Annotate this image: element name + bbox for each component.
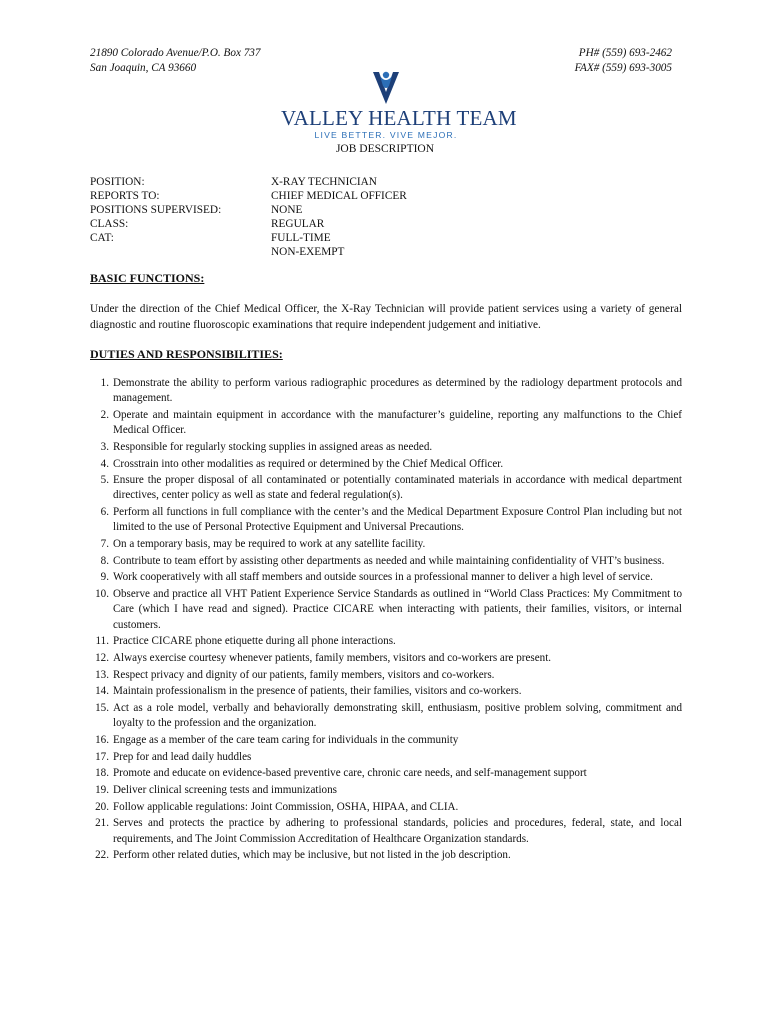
duty-item (90, 440, 682, 455)
duty-item (90, 701, 682, 731)
duty-number: 20. (95, 800, 109, 813)
duty-item (90, 733, 682, 748)
duty-text: Respect privacy and dignity of our patients, family members, visitors and co-workers. (113, 668, 495, 681)
label-cat: CAT: (90, 232, 114, 244)
duty-number: 15. (95, 702, 109, 715)
duty-text: Engage as a member of the care team caring for individuals in the community (113, 733, 459, 746)
duty-item (90, 651, 682, 666)
duty-item (90, 473, 682, 503)
duty-item (90, 634, 682, 649)
label-reports-to: REPORTS TO: (90, 190, 160, 202)
duty-number: 4. (100, 457, 109, 470)
label-position: POSITION: (90, 176, 145, 188)
duty-text: Contribute to team effort by assisting other departments as needed and while maintaining confidentiality of VHT’s business. (113, 554, 665, 567)
address-city: San Joaquin, CA 93660 (90, 61, 197, 74)
duty-text: Observe and practice all VHT Patient Experience Service Standards as outlined in “World Class Practices: My Commitment to Care (which I have read and signed). Practice CICARE when interacting with patients, their families, visitors, or internal customers. (113, 588, 682, 631)
duty-number: 6. (100, 506, 109, 519)
duties-heading: DUTIES AND RESPONSIBILITIES: (90, 347, 283, 361)
duty-item (90, 457, 682, 472)
duty-number: 5. (100, 474, 109, 487)
duty-item (90, 783, 682, 798)
duty-item (90, 684, 682, 699)
duty-number: 16. (95, 733, 109, 746)
duty-text: Prep for and lead daily huddles (113, 750, 252, 763)
vht-emblem-icon (371, 70, 401, 106)
duty-text: On a temporary basis, may be required to work at any satellite facility. (113, 538, 426, 551)
info-values (271, 175, 407, 259)
address-street: 21890 Colorado Avenue/P.O. Box 737 (90, 47, 261, 59)
basic-functions-heading: BASIC FUNCTIONS: (90, 271, 205, 285)
value-exemption: NON-EXEMPT (271, 246, 345, 258)
duty-text: Maintain professionalism in the presence of patients, their families, visitors and co-workers. (113, 685, 522, 698)
duty-number: 13. (95, 668, 109, 681)
duty-text: Follow applicable regulations: Joint Commission, OSHA, HIPAA, and CLIA. (113, 800, 459, 813)
duty-text: Always exercise courtesy whenever patients, family members, visitors and co-workers are present. (113, 651, 552, 664)
label-positions-supervised: POSITIONS SUPERVISED: (90, 204, 222, 216)
duty-number: 1. (100, 377, 109, 389)
duty-number: 21. (95, 817, 109, 830)
phone-number: PH# (559) 693-2462 (578, 47, 672, 59)
duty-number: 9. (100, 571, 109, 584)
info-labels (90, 175, 221, 245)
duty-text: Demonstrate the ability to perform various radiographic procedures as determined by the radiology department protocols and management. (113, 377, 682, 405)
duty-number: 3. (100, 440, 109, 453)
value-position: X-RAY TECHNICIAN (271, 176, 377, 188)
duty-item (90, 800, 682, 815)
fax-number: FAX# (559) 693-3005 (574, 61, 672, 74)
duty-number: 17. (95, 750, 109, 763)
duty-number: 12. (95, 651, 109, 664)
logo-tagline: LIVE BETTER. VIVE MEJOR. (314, 130, 458, 140)
duty-item (90, 554, 682, 569)
duty-number: 7. (100, 538, 109, 551)
duty-text: Crosstrain into other modalities as required or determined by the Chief Medical Officer. (113, 457, 504, 470)
duty-number: 8. (100, 554, 109, 567)
duty-text: Promote and educate on evidence-based preventive care, chronic care needs, and self-management support (113, 767, 587, 780)
duty-item (90, 537, 682, 552)
duty-number: 22. (95, 849, 109, 862)
duty-text: Perform other related duties, which may be inclusive, but not listed in the job description. (113, 849, 511, 862)
logo-name: VALLEY HEALTH TEAM (281, 106, 517, 130)
duty-number: 19. (95, 784, 109, 797)
label-class: CLASS: (90, 218, 129, 230)
duty-item (90, 505, 682, 535)
duty-item (90, 848, 682, 863)
duty-item (90, 750, 682, 765)
value-reports-to: CHIEF MEDICAL OFFICER (271, 190, 407, 202)
duty-item (90, 668, 682, 683)
duty-number: 11. (95, 635, 109, 648)
duty-item (90, 816, 682, 846)
duties-list (90, 376, 682, 865)
valley-health-team-logo (281, 70, 517, 142)
duty-text: Practice CICARE phone etiquette during all phone interactions. (113, 635, 396, 648)
duty-item (90, 587, 682, 633)
value-positions-supervised: NONE (271, 204, 303, 216)
basic-functions-text: Under the direction of the Chief Medical Officer, the X-Ray Technician will provide patient services using a variety of general diagnostic and routine fluoroscopic examinations that require independent judgement and initiative. (90, 303, 682, 331)
duty-text: Work cooperatively with all staff members and outside sources in a professional manner to deliver a high level of service. (113, 571, 653, 584)
duty-text: Serves and protects the practice by adhering to professional standards, policies and procedures, federal, state, and local requirements, and The Joint Commission Accreditation of Healthcare Organization standards. (113, 817, 682, 845)
duty-item (90, 570, 682, 585)
duty-number: 18. (95, 767, 109, 780)
address-block (90, 46, 261, 75)
duty-text: Ensure the proper disposal of all contaminated or potentially contaminated materials in accordance with medical department directives, center policy as well as state and federal regulation(s). (113, 474, 682, 502)
value-cat: FULL-TIME (271, 232, 331, 244)
duty-number: 14. (95, 685, 109, 698)
duty-number: 2. (100, 408, 109, 421)
duty-text: Perform all functions in full compliance with the center’s and the Medical Department Exposure Control Plan including but not limited to the use of Personal Protective Equipment and Universal Precautions. (113, 506, 682, 534)
duty-text: Responsible for regularly stocking supplies in assigned areas as needed. (113, 440, 433, 453)
document-title: JOB DESCRIPTION (335, 143, 435, 155)
duty-item (90, 376, 682, 406)
value-class: REGULAR (271, 218, 325, 230)
duty-number: 10. (95, 588, 109, 601)
contact-block (575, 46, 672, 75)
duty-text: Deliver clinical screening tests and immunizations (113, 784, 337, 797)
duty-text: Operate and maintain equipment in accordance with the manufacturer’s guideline, reporting any malfunctions to the Chief Medical Officer. (113, 408, 682, 437)
duty-item (90, 766, 682, 781)
duty-item (90, 408, 682, 438)
duty-text: Act as a role model, verbally and behaviorally demonstrating skill, enthusiasm, positive problem solving, commitment and loyalty to the profession and the organization. (113, 702, 682, 730)
